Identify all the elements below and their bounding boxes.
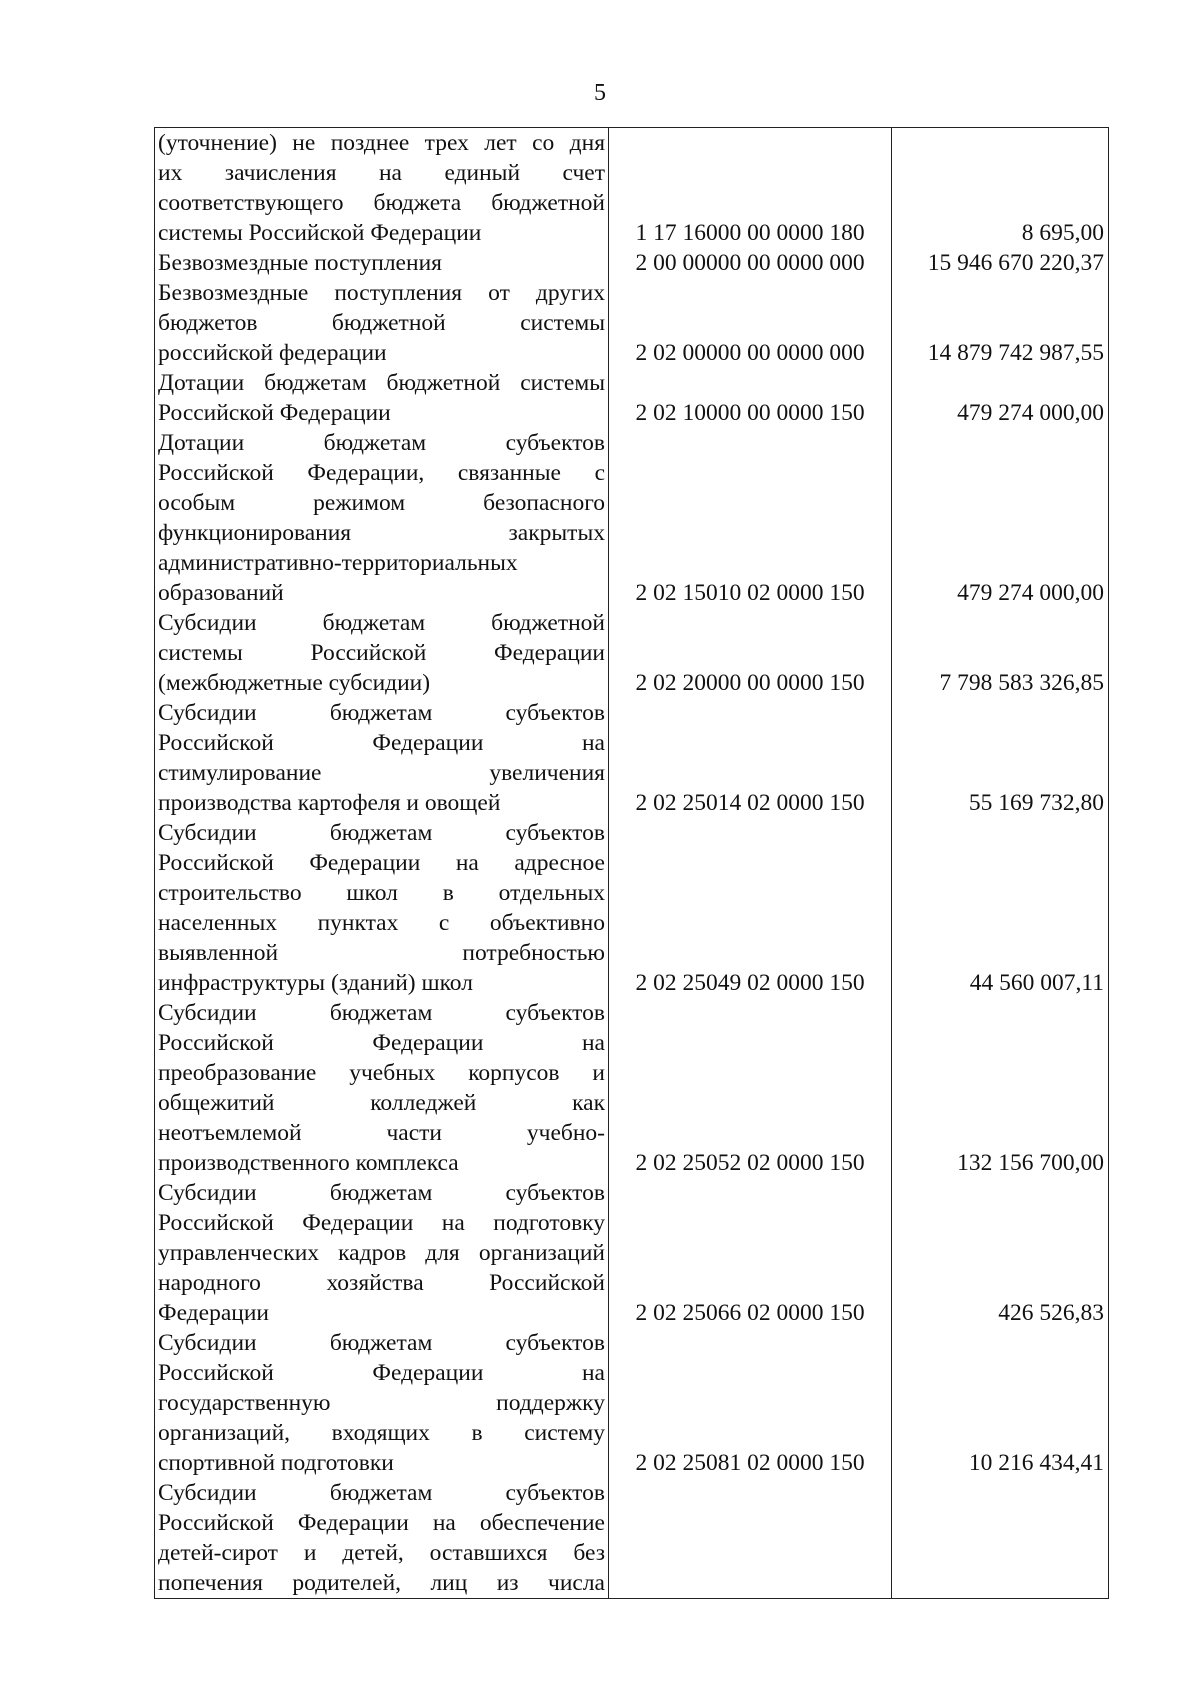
table-row: [155, 698, 1109, 818]
amount-cell: 15 946 670 220,37: [892, 248, 1109, 278]
revenue-name-line: особым режимом безопасного: [158, 490, 605, 516]
revenue-name-line: Российской Федерации на обеспечение: [158, 1510, 605, 1536]
amount-cell: 479 274 000,00: [892, 428, 1109, 608]
revenue-name-line: Субсидии бюджетам субъектов: [158, 1480, 605, 1506]
revenue-name-line: общежитий колледжей как: [158, 1090, 605, 1116]
revenue-name-line: организаций, входящих в систему: [158, 1420, 605, 1446]
revenue-name-line: Российской Федерации на: [158, 1030, 605, 1056]
revenue-name-line: народного хозяйства Российской: [158, 1270, 605, 1296]
revenue-name-line: стимулирование увеличения: [158, 760, 605, 786]
amount-cell: 10 216 434,41: [892, 1328, 1109, 1478]
revenue-name-line: инфраструктуры (зданий) школ: [158, 970, 473, 996]
budget-code-cell: 2 02 25066 02 0000 150: [609, 1178, 892, 1328]
revenue-name-cell: [155, 998, 609, 1178]
revenue-name-line: Российской Федерации на подготовку: [158, 1210, 605, 1236]
revenue-name-line: их зачисления на единый счет: [158, 160, 605, 186]
revenue-name-line: Безвозмездные поступления от других: [158, 280, 605, 306]
table-row: [155, 368, 1109, 428]
revenue-name-line: населенных пунктах с объективно: [158, 910, 605, 936]
revenue-name-line: Российской Федерации на адресное: [158, 850, 605, 876]
revenue-name-line: системы Российской Федерации: [158, 220, 482, 246]
revenue-name-line: управленческих кадров для организаций: [158, 1240, 605, 1266]
revenue-name-cell: [155, 1478, 609, 1599]
amount-cell: 479 274 000,00: [892, 368, 1109, 428]
budget-code-cell: [609, 1478, 892, 1599]
table-row: [155, 608, 1109, 698]
revenue-name-line: Российской Федерации на: [158, 730, 605, 756]
budget-table-body: [155, 128, 1109, 1599]
revenue-name-line: строительство школ в отдельных: [158, 880, 605, 906]
table-row: [155, 1178, 1109, 1328]
revenue-name-line: функционирования закрытых: [158, 520, 605, 546]
revenue-name-cell: [155, 248, 609, 278]
revenue-name-line: административно-территориальных: [158, 550, 518, 576]
revenue-name-line: Субсидии бюджетам субъектов: [158, 1000, 605, 1026]
revenue-name-line: детей-сирот и детей, оставшихся без: [158, 1540, 605, 1566]
budget-revenue-table: [154, 127, 1109, 1599]
revenue-name-line: Безвозмездные поступления: [158, 250, 442, 276]
amount-cell: 55 169 732,80: [892, 698, 1109, 818]
page-number: 5: [594, 80, 606, 106]
amount-cell: 7 798 583 326,85: [892, 608, 1109, 698]
budget-code-cell: 2 02 15010 02 0000 150: [609, 428, 892, 608]
amount-cell: [892, 1478, 1109, 1599]
revenue-name-line: (межбюджетные субсидии): [158, 670, 431, 696]
amount-cell: 426 526,83: [892, 1178, 1109, 1328]
revenue-name-line: Субсидии бюджетам бюджетной: [158, 610, 605, 636]
table-row: [155, 1478, 1109, 1599]
revenue-name-line: российской федерации: [158, 340, 387, 366]
revenue-name-line: системы Российской Федерации: [158, 640, 605, 666]
revenue-name-cell: [155, 368, 609, 428]
revenue-name-cell: [155, 428, 609, 608]
revenue-name-cell: [155, 1328, 609, 1478]
table-row: [155, 278, 1109, 368]
revenue-name-cell: [155, 818, 609, 998]
revenue-name-line: (уточнение) не позднее трех лет со дня: [158, 130, 605, 156]
revenue-name-line: Дотации бюджетам бюджетной системы: [158, 370, 605, 396]
revenue-name-line: выявленной потребностью: [158, 940, 605, 966]
table-row: [155, 818, 1109, 998]
table-row: [155, 128, 1109, 249]
revenue-name-line: Федерации: [158, 1300, 269, 1326]
budget-code-cell: 2 02 25014 02 0000 150: [609, 698, 892, 818]
revenue-name-line: преобразование учебных корпусов и: [158, 1060, 605, 1086]
amount-cell: 8 695,00: [892, 128, 1109, 249]
table-row: [155, 428, 1109, 608]
budget-code-cell: 2 02 10000 00 0000 150: [609, 368, 892, 428]
revenue-name-cell: [155, 128, 609, 249]
revenue-name-cell: [155, 1178, 609, 1328]
budget-code-cell: 2 02 20000 00 0000 150: [609, 608, 892, 698]
amount-cell: 132 156 700,00: [892, 998, 1109, 1178]
revenue-name-line: соответствующего бюджета бюджетной: [158, 190, 605, 216]
amount-cell: 44 560 007,11: [892, 818, 1109, 998]
revenue-name-line: Субсидии бюджетам субъектов: [158, 700, 605, 726]
table-row: [155, 1328, 1109, 1478]
revenue-name-line: образований: [158, 580, 284, 606]
budget-code-cell: 2 00 00000 00 0000 000: [609, 248, 892, 278]
revenue-name-line: спортивной подготовки: [158, 1450, 394, 1476]
budget-code-cell: 2 02 25052 02 0000 150: [609, 998, 892, 1178]
revenue-name-line: Российской Федерации: [158, 400, 391, 426]
revenue-name-line: Субсидии бюджетам субъектов: [158, 1180, 605, 1206]
budget-code-cell: 2 02 00000 00 0000 000: [609, 278, 892, 368]
budget-code-cell: 2 02 25081 02 0000 150: [609, 1328, 892, 1478]
revenue-name-line: Дотации бюджетам субъектов: [158, 430, 605, 456]
amount-cell: 14 879 742 987,55: [892, 278, 1109, 368]
revenue-name-line: Российской Федерации, связанные с: [158, 460, 605, 486]
table-row: [155, 998, 1109, 1178]
table-row: [155, 248, 1109, 278]
revenue-name-line: производственного комплекса: [158, 1150, 459, 1176]
revenue-name-line: Субсидии бюджетам субъектов: [158, 1330, 605, 1356]
revenue-name-line: попечения родителей, лиц из числа: [158, 1570, 605, 1596]
revenue-name-cell: [155, 278, 609, 368]
revenue-name-line: неотъемлемой части учебно-: [158, 1120, 605, 1146]
budget-code-cell: 1 17 16000 00 0000 180: [609, 128, 892, 249]
budget-code-cell: 2 02 25049 02 0000 150: [609, 818, 892, 998]
revenue-name-cell: [155, 608, 609, 698]
revenue-name-line: Российской Федерации на: [158, 1360, 605, 1386]
revenue-name-line: производства картофеля и овощей: [158, 790, 501, 816]
revenue-name-line: государственную поддержку: [158, 1390, 605, 1416]
revenue-name-cell: [155, 698, 609, 818]
revenue-name-line: Субсидии бюджетам субъектов: [158, 820, 605, 846]
revenue-name-line: бюджетов бюджетной системы: [158, 310, 605, 336]
